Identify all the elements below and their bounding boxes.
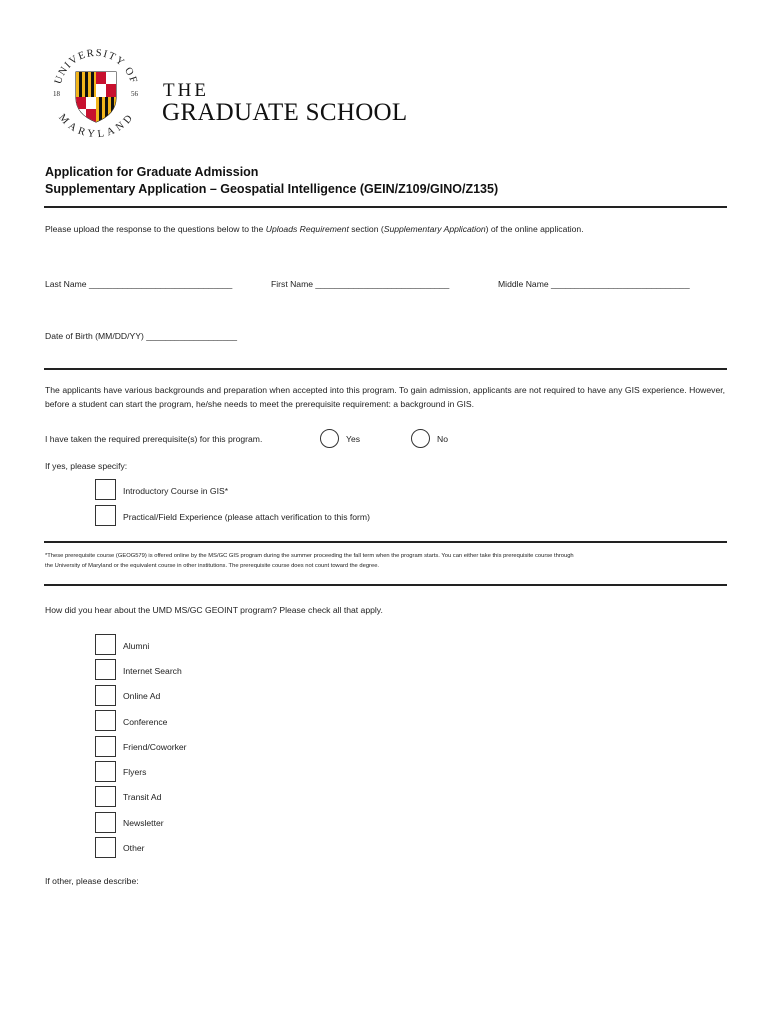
friend-coworker-checkbox[interactable] [95,736,116,757]
flyers-checkbox[interactable] [95,761,116,782]
prerequisite-yes-radio[interactable] [320,429,339,448]
prerequisite-no-radio[interactable] [411,429,430,448]
section-divider [44,206,727,208]
other-checkbox[interactable] [95,837,116,858]
transit-ad-checkbox[interactable] [95,786,116,807]
intro-text: Please upload the response to the questions below to the [45,224,266,234]
prerequisite-no-label: No [437,434,448,444]
internet-search-checkbox[interactable] [95,659,116,680]
intro-text: section ( [348,224,384,234]
section-divider [44,541,727,543]
page-title: Application for Graduate Admission [45,165,259,179]
prerequisite-yes-label: Yes [346,434,361,444]
internet-search-label: Internet Search [123,666,182,676]
logo-graduate-school-text: GRADUATE SCHOOL [162,99,408,126]
section-divider [44,368,727,370]
seal-year-left: 18 [53,90,60,98]
online-ad-label: Online Ad [123,691,161,701]
seal-top-text: UNIVERSITY OF [52,47,140,86]
prerequisite-question: I have taken the required prerequisite(s) for this program. [45,434,263,444]
intro-course-gis-label: Introductory Course in GIS* [123,486,229,496]
newsletter-checkbox[interactable] [95,812,116,833]
prerequisite-footnote-line2: the University of Maryland or the equivalent course in other institutions. The prerequisite course does not count toward the degree. [45,563,380,569]
uploads-requirement-text: Uploads Requirement [265,224,349,234]
practical-experience-label: Practical/Field Experience (please attach verification to this form) [123,512,370,522]
newsletter-label: Newsletter [123,818,164,828]
logo-the-text: THE [163,80,209,101]
transit-ad-label: Transit Ad [123,792,162,802]
if-yes-specify-label: If yes, please specify: [45,461,128,471]
other-label: Other [123,843,145,853]
other-describe-label: If other, please describe: [45,876,139,886]
alumni-label: Alumni [123,641,150,651]
first-name-field[interactable]: First Name ____________________________ [271,279,450,289]
seal-bottom-text: MARYLAND [56,112,136,141]
hear-about-question: How did you hear about the UMD MS/GC GEOINT program? Please check all that apply. [45,605,383,615]
intro-instructions [45,224,584,234]
online-ad-checkbox[interactable] [95,685,116,706]
background-paragraph: The applicants have various backgrounds and preparation when accepted into this program. To gain admission, applicants are not required to have any GIS experience. However, before a student can start the program, he/she needs to meet the prerequisite requirement: a background in GIS. [45,385,725,409]
date-of-birth-field[interactable]: Date of Birth (MM/DD/YY) ___________________ [45,331,238,341]
last-name-field[interactable]: Last Name ______________________________ [45,279,233,289]
conference-checkbox[interactable] [95,710,116,731]
practical-experience-checkbox[interactable] [95,505,116,526]
middle-name-field[interactable]: Middle Name _____________________________ [498,279,690,289]
intro-text: ) of the online application. [485,224,584,234]
alumni-checkbox[interactable] [95,634,116,655]
friend-coworker-label: Friend/Coworker [123,742,187,752]
seal-year-right: 56 [131,90,138,98]
conference-label: Conference [123,717,168,727]
section-divider [44,584,727,586]
supplementary-application-text: Supplementary Application [383,224,486,234]
intro-course-gis-checkbox[interactable] [95,479,116,500]
university-seal-logo [46,42,146,142]
prerequisite-footnote-line1: *These prerequisite course (GEOG579) is offered online by the MS/GC GIS program during the summer proceeding the fall term when the program starts. You can either take this prerequisite course through [45,553,574,559]
flyers-label: Flyers [123,767,147,777]
page-subtitle: Supplementary Application – Geospatial Intelligence (GEIN/Z109/GINO/Z135) [45,182,499,196]
